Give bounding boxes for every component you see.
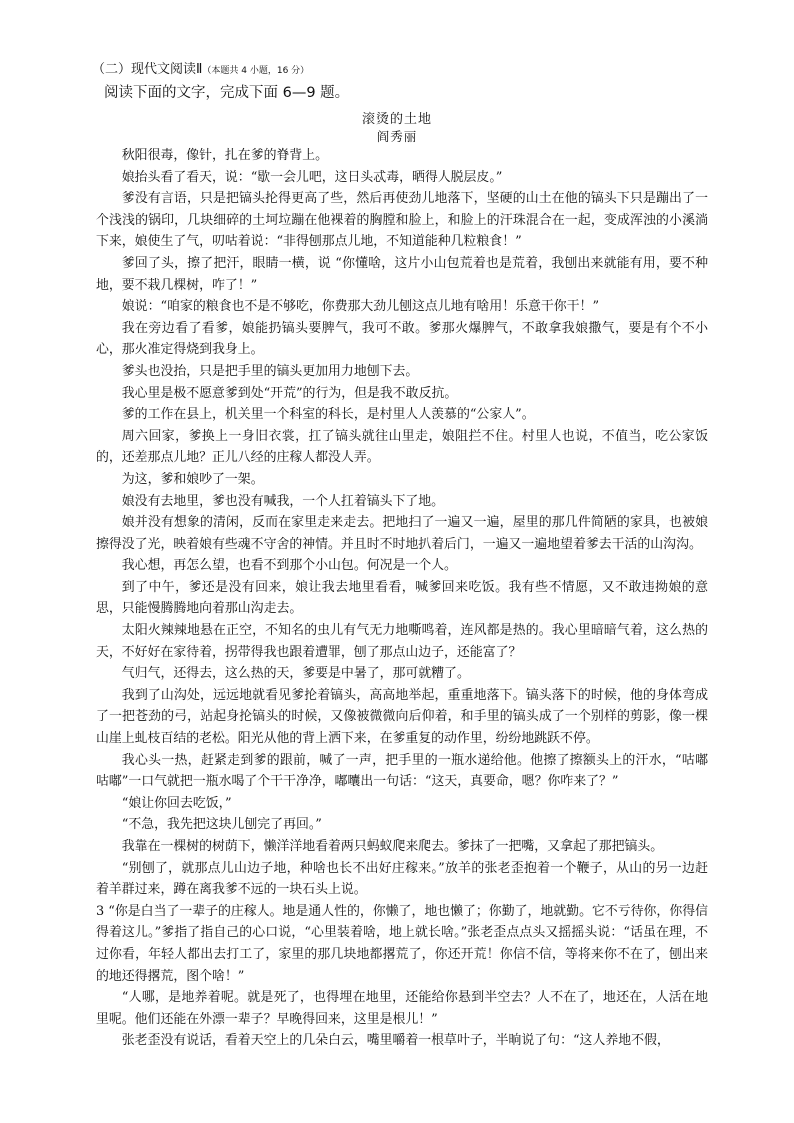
article-paragraph: 3 “你是白当了一辈子的庄稼人。地是通人性的，你懒了，地也懒了；你勤了，地就勤。它不亏待你，你得信得着这儿。”爹指了指自己的心口说，“心里装着啥，地上就长啥。”张老歪点点头又摇摇头说：“话虽在理，不过你看，年轻人都出去打工了，家里的那几块地都撂荒了，你还开荒！你信不信，等将来你不在了，刨出来的地还得撂荒，图个啥！” xyxy=(96,903,708,984)
article-paragraph: 娘没有去地里，爹也没有喊我，一个人扛着镐头下了地。 xyxy=(121,493,445,509)
article-paragraph: 爹头也没抬，只是把手里的镐头更加用力地刨下去。 xyxy=(121,363,419,379)
article-paragraph: “别刨了，就那点儿山边子地，种啥也长不出好庄稼来。”放羊的张老歪抱着一个鞭子，从山的另一边赶着羊群过来，蹲在离我爹不远的一块石头上说。 xyxy=(96,860,708,898)
article-paragraph: 爹回了头，擦了把汗，眼睛一横，说 “你懂啥，这片小山包荒着也是荒着，我刨出来就能有用，要不种地，要不栽几棵树，咋了！” xyxy=(96,255,708,293)
article-paragraph: 气归气，还得去，这么热的天，爹要是中暑了，那可就糟了。 xyxy=(121,666,470,682)
section-heading-text: （二）现代文阅读Ⅱ xyxy=(92,62,203,77)
article-paragraph: 爹没有言语，只是把镐头抡得更高了些，然后再使劲儿地落下，坚硬的山土在他的镐头下只是蹦出了一个浅浅的锅印，几块细碎的土坷垃蹦在他裸着的胸膛和脸上，和脸上的汗珠混合在一起，变成浑浊的小溪淌下来，娘使生了气，叨咕着说：“非得刨那点儿地，不知道能种几粒粮食！” xyxy=(96,191,708,250)
article-paragraph: 我在旁边看了看爹，娘能扔镐头要脾气，我可不敢。爹那火爆脾气，不敢拿我娘撒气，要是有个不小心，那火准定得烧到我身上。 xyxy=(96,320,708,358)
article-paragraph: 娘并没有想象的清闲，反而在家里走来走去。把地扫了一遍又一遍，屋里的那几件简陋的家具，也被娘擦得没了光，映着娘有些魂不守舍的神情。并且时不时地扒着后门，一遍又一遍地望着爹去干活的山沟沟。 xyxy=(96,515,708,552)
article-paragraph: 我到了山沟处，远远地就看见爹抡着镐头，高高地举起，重重地落下。镐头落下的时候，他的身体弯成了一把苍劲的弓，站起身抡镐头的时候，又像被微微向后仰着，和手里的镐头成了一个别样的剪影，像一棵山崖上虬枝百结的老松。阳光从他的背上洒下来，在爹重复的动作里，纷纷地跳跃不停。 xyxy=(96,687,708,747)
article-paragraph: 我心里是极不愿意爹到处“开荒”的行为，但是我不敢反抗。 xyxy=(121,385,458,401)
article-title: 滚烫的土地 xyxy=(361,112,432,127)
article-paragraph: 娘抬头看了看天，说：“歇一会儿吧，这日头忒毒，晒得人脱层皮。” xyxy=(121,169,503,185)
article-paragraph: “娘让你回去吃饭，” xyxy=(121,795,232,811)
article-paragraph: “不急，我先把这块儿刨完了再回。” xyxy=(121,817,322,833)
article-paragraph: 我靠在一棵树的树荫下，懒洋洋地看着两只蚂蚁爬来爬去。爹抹了一把嘴，又拿起了那把镐头。 xyxy=(121,839,664,854)
article-paragraph: 太阳火辣辣地悬在正空，不知名的虫儿有气无力地嘶鸣着，连风都是热的。我心里暗暗气着，这么热的天，不好好在家待着，拐带得我也跟着遭罪，刨了那点山边子，还能富了？ xyxy=(96,623,708,660)
article-paragraph: 为这，爹和娘吵了一架。 xyxy=(121,471,264,487)
article-paragraph: 我心头一热，赶紧走到爹的跟前，喊了一声，把手里的一瓶水递给他。他擦了擦额头上的汗水，“咕嘟咕嘟”一口气就把一瓶水喝了个干干净净，嘟囔出一句话：“这天，真要命，嗯？你咋来了？” xyxy=(96,752,708,790)
article-paragraph: 周六回家，爹换上一身旧衣裳，扛了镐头就往山里走，娘阻拦不住。村里人也说，不值当，吃公家饭的，还差那点儿地？正儿八经的庄稼人都没人弄。 xyxy=(96,428,708,466)
article-paragraph: 张老歪没有说话，看着天空上的几朵白云，嘴里嚼着一根草叶子，半晌说了句：“这人养地不假， xyxy=(121,1033,670,1049)
article-paragraph: 秋阳很毒，像针，扎在爹的脊背上。 xyxy=(121,148,329,163)
article-body xyxy=(96,145,708,1052)
article-paragraph: 到了中午，爹还是没有回来，娘让我去地里看看，喊爹回来吃饭。我有些不情愿，又不敢违拗娘的意思，只能慢腾腾地向着那山沟走去。 xyxy=(96,579,708,617)
section-heading xyxy=(92,58,309,77)
section-meta: （本题共 4 小题，16 分） xyxy=(202,66,310,76)
article-paragraph: 娘说：“咱家的粮食也不是不够吃，你费那大劲儿刨这点儿地有啥用！乐意干你干！” xyxy=(121,299,600,315)
article-paragraph: “人哪，是地养着呢。就是死了，也得埋在地里，还能给你悬到半空去？人不在了，地还在，人活在地里呢。他们还能在外漂一辈子？早晚得回来，这里是根儿！” xyxy=(96,990,708,1027)
article-paragraph: 我心想，再怎么望，也看不到那个小山包。何况是一个人。 xyxy=(121,558,457,574)
article-paragraph: 爹的工作在县上，机关里一个科室的科长，是村里人人羡慕的“公家人”。 xyxy=(121,407,535,423)
article-author: 阎秀丽 xyxy=(376,129,418,144)
reading-instruction: 阅读下面的文字，完成下面 6—9 题。 xyxy=(104,85,350,101)
